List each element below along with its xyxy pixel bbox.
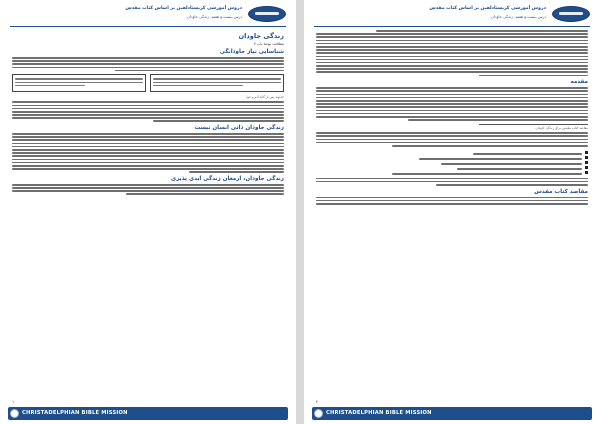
section-heading: زندگی جاودان ذاتی انسان نیست bbox=[194, 125, 284, 132]
paragraph bbox=[316, 30, 588, 76]
header-subtitle: درس بیست و هفتم: زندگی جاودان bbox=[491, 14, 546, 19]
bullet-list bbox=[316, 150, 588, 175]
page-header bbox=[314, 6, 590, 24]
section-heading: زندگی جاودان، ارمغان زندگی ابدی پذیری bbox=[170, 175, 284, 182]
section-heading: شناسایی نیاز جاودانگی bbox=[219, 49, 284, 55]
document-page-left bbox=[0, 0, 296, 424]
bullet-icon bbox=[585, 166, 588, 169]
bullet-icon bbox=[585, 156, 588, 159]
page-header bbox=[10, 6, 286, 24]
bullet-icon bbox=[585, 161, 588, 164]
page-content bbox=[12, 29, 284, 402]
quote-boxes bbox=[12, 74, 284, 92]
paragraph bbox=[316, 132, 588, 146]
page-footer bbox=[312, 407, 592, 420]
header-divider bbox=[10, 26, 286, 27]
paragraph bbox=[12, 101, 284, 122]
bullet-icon bbox=[585, 151, 588, 154]
list-item bbox=[316, 170, 588, 175]
box-caption: خداوند پس از گناه آدم و حوا bbox=[246, 95, 284, 100]
paragraph bbox=[316, 178, 588, 186]
footer-org-name: CHRISTADELPHIAN BIBLE MISSION bbox=[22, 410, 128, 416]
page-footer bbox=[8, 407, 288, 420]
paragraph bbox=[12, 133, 284, 173]
paragraph bbox=[316, 197, 588, 205]
footer-org-name: CHRISTADELPHIAN BIBLE MISSION bbox=[326, 410, 432, 416]
header-divider bbox=[314, 26, 590, 27]
quote-box bbox=[12, 74, 146, 92]
paragraph bbox=[316, 87, 588, 120]
paragraph bbox=[12, 184, 284, 195]
emblem-icon bbox=[314, 409, 323, 418]
document-page-right bbox=[304, 0, 600, 424]
lesson-title: زندگی جاودان bbox=[238, 32, 284, 40]
reading-note: مطالعه: یوحنا باب ۳ bbox=[253, 42, 284, 46]
page-number: ۱ bbox=[12, 399, 15, 404]
globe-logo-icon bbox=[248, 6, 286, 22]
header-subtitle: درس بیست و هفتم: زندگی جاودان bbox=[187, 14, 242, 19]
emblem-icon bbox=[10, 409, 19, 418]
paragraph bbox=[12, 57, 284, 71]
header-title: دروس آموزشی کریستادلفین بر اساس کتاب مقدس bbox=[429, 6, 546, 11]
footnote-divider bbox=[479, 124, 588, 125]
section-heading: مقاصد کتاب مقدس bbox=[534, 188, 588, 195]
footnote: مقاصد کتاب مقدس برای زندگی جاودان bbox=[535, 126, 588, 131]
page-number: ۲ bbox=[316, 399, 319, 404]
header-title: دروس آموزشی کریستادلفین بر اساس کتاب مقدس bbox=[125, 6, 242, 11]
globe-logo-icon bbox=[552, 6, 590, 22]
bullet-icon bbox=[585, 171, 588, 174]
section-heading: مقدمه bbox=[570, 79, 588, 86]
page-content bbox=[316, 29, 588, 402]
quote-box bbox=[150, 74, 284, 92]
